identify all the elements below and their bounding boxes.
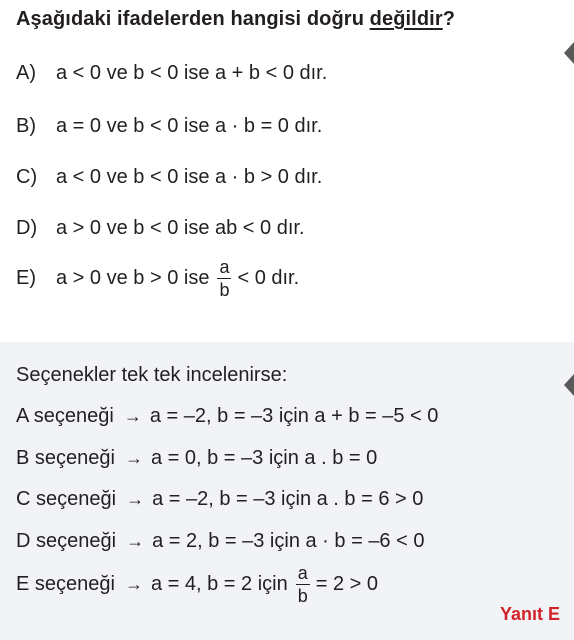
solution-label: E seçeneği (16, 573, 115, 595)
solution-label: D seçeneği (16, 530, 117, 552)
option-d (16, 217, 305, 240)
page-tab-marker-icon (564, 42, 574, 64)
solution-text: a = 0, b = –3 için a . b = 0 (150, 447, 378, 469)
fraction (296, 564, 310, 605)
solution-label: A seçeneği (16, 405, 114, 427)
option-text: a = 0 ve b < 0 ise a · b = 0 dır. (56, 115, 323, 137)
solution-label: B seçeneği (16, 447, 115, 469)
option-letter: E) (16, 267, 36, 289)
solution-label: C seçeneği (16, 488, 117, 510)
fraction-denominator: b (219, 280, 230, 300)
option-b (16, 115, 322, 138)
fraction (217, 258, 231, 299)
page-tab-marker-icon (564, 374, 574, 396)
right-arrow-icon: → (123, 406, 142, 426)
option-text-pre: a > 0 ve b > 0 ise (56, 267, 210, 289)
option-letter: D) (16, 217, 38, 239)
solution-text-pre: a = 4, b = 2 için (150, 573, 288, 595)
fraction-denominator: b (297, 586, 308, 606)
right-arrow-icon: → (126, 489, 145, 509)
option-text: a > 0 ve b < 0 ise ab < 0 dır. (56, 217, 305, 239)
solution-line-d (16, 530, 424, 553)
solution-line-a (16, 405, 438, 428)
right-arrow-icon: → (126, 531, 145, 551)
solution-line-b (16, 447, 377, 470)
right-arrow-icon: → (124, 448, 143, 468)
answer-label: Yanıt E (499, 604, 560, 624)
solution-text: a = –2, b = –3 için a . b = 6 > 0 (152, 488, 424, 510)
option-e (16, 258, 299, 299)
option-text-post: < 0 dır. (237, 267, 300, 289)
solution-text-post: = 2 > 0 (315, 573, 379, 595)
solution-line-c (16, 488, 423, 511)
question-title-suffix: ? (442, 8, 456, 30)
solution-section (0, 342, 574, 640)
option-text: a < 0 ve b < 0 ise a · b > 0 dır. (56, 166, 323, 188)
question-title-underlined: değildir (369, 8, 443, 30)
fraction-numerator: a (297, 563, 308, 583)
option-a (16, 62, 327, 85)
option-text: a < 0 ve b < 0 ise a + b < 0 dır. (56, 62, 328, 84)
question-title-prefix: Aşağıdaki ifadelerden hangisi doğru (16, 8, 370, 30)
option-letter: B) (16, 115, 36, 137)
fraction-numerator: a (219, 257, 230, 277)
solution-line-e (16, 564, 378, 605)
option-letter: A) (16, 62, 36, 84)
solution-title: Seçenekler tek tek incelenirse: (16, 364, 288, 386)
right-arrow-icon: → (124, 574, 143, 594)
solution-text: a = 2, b = –3 için a · b = –6 < 0 (152, 530, 425, 552)
option-c (16, 166, 322, 189)
solution-text: a = –2, b = –3 için a + b = –5 < 0 (149, 405, 439, 427)
question-title (16, 8, 455, 31)
option-letter: C) (16, 166, 38, 188)
